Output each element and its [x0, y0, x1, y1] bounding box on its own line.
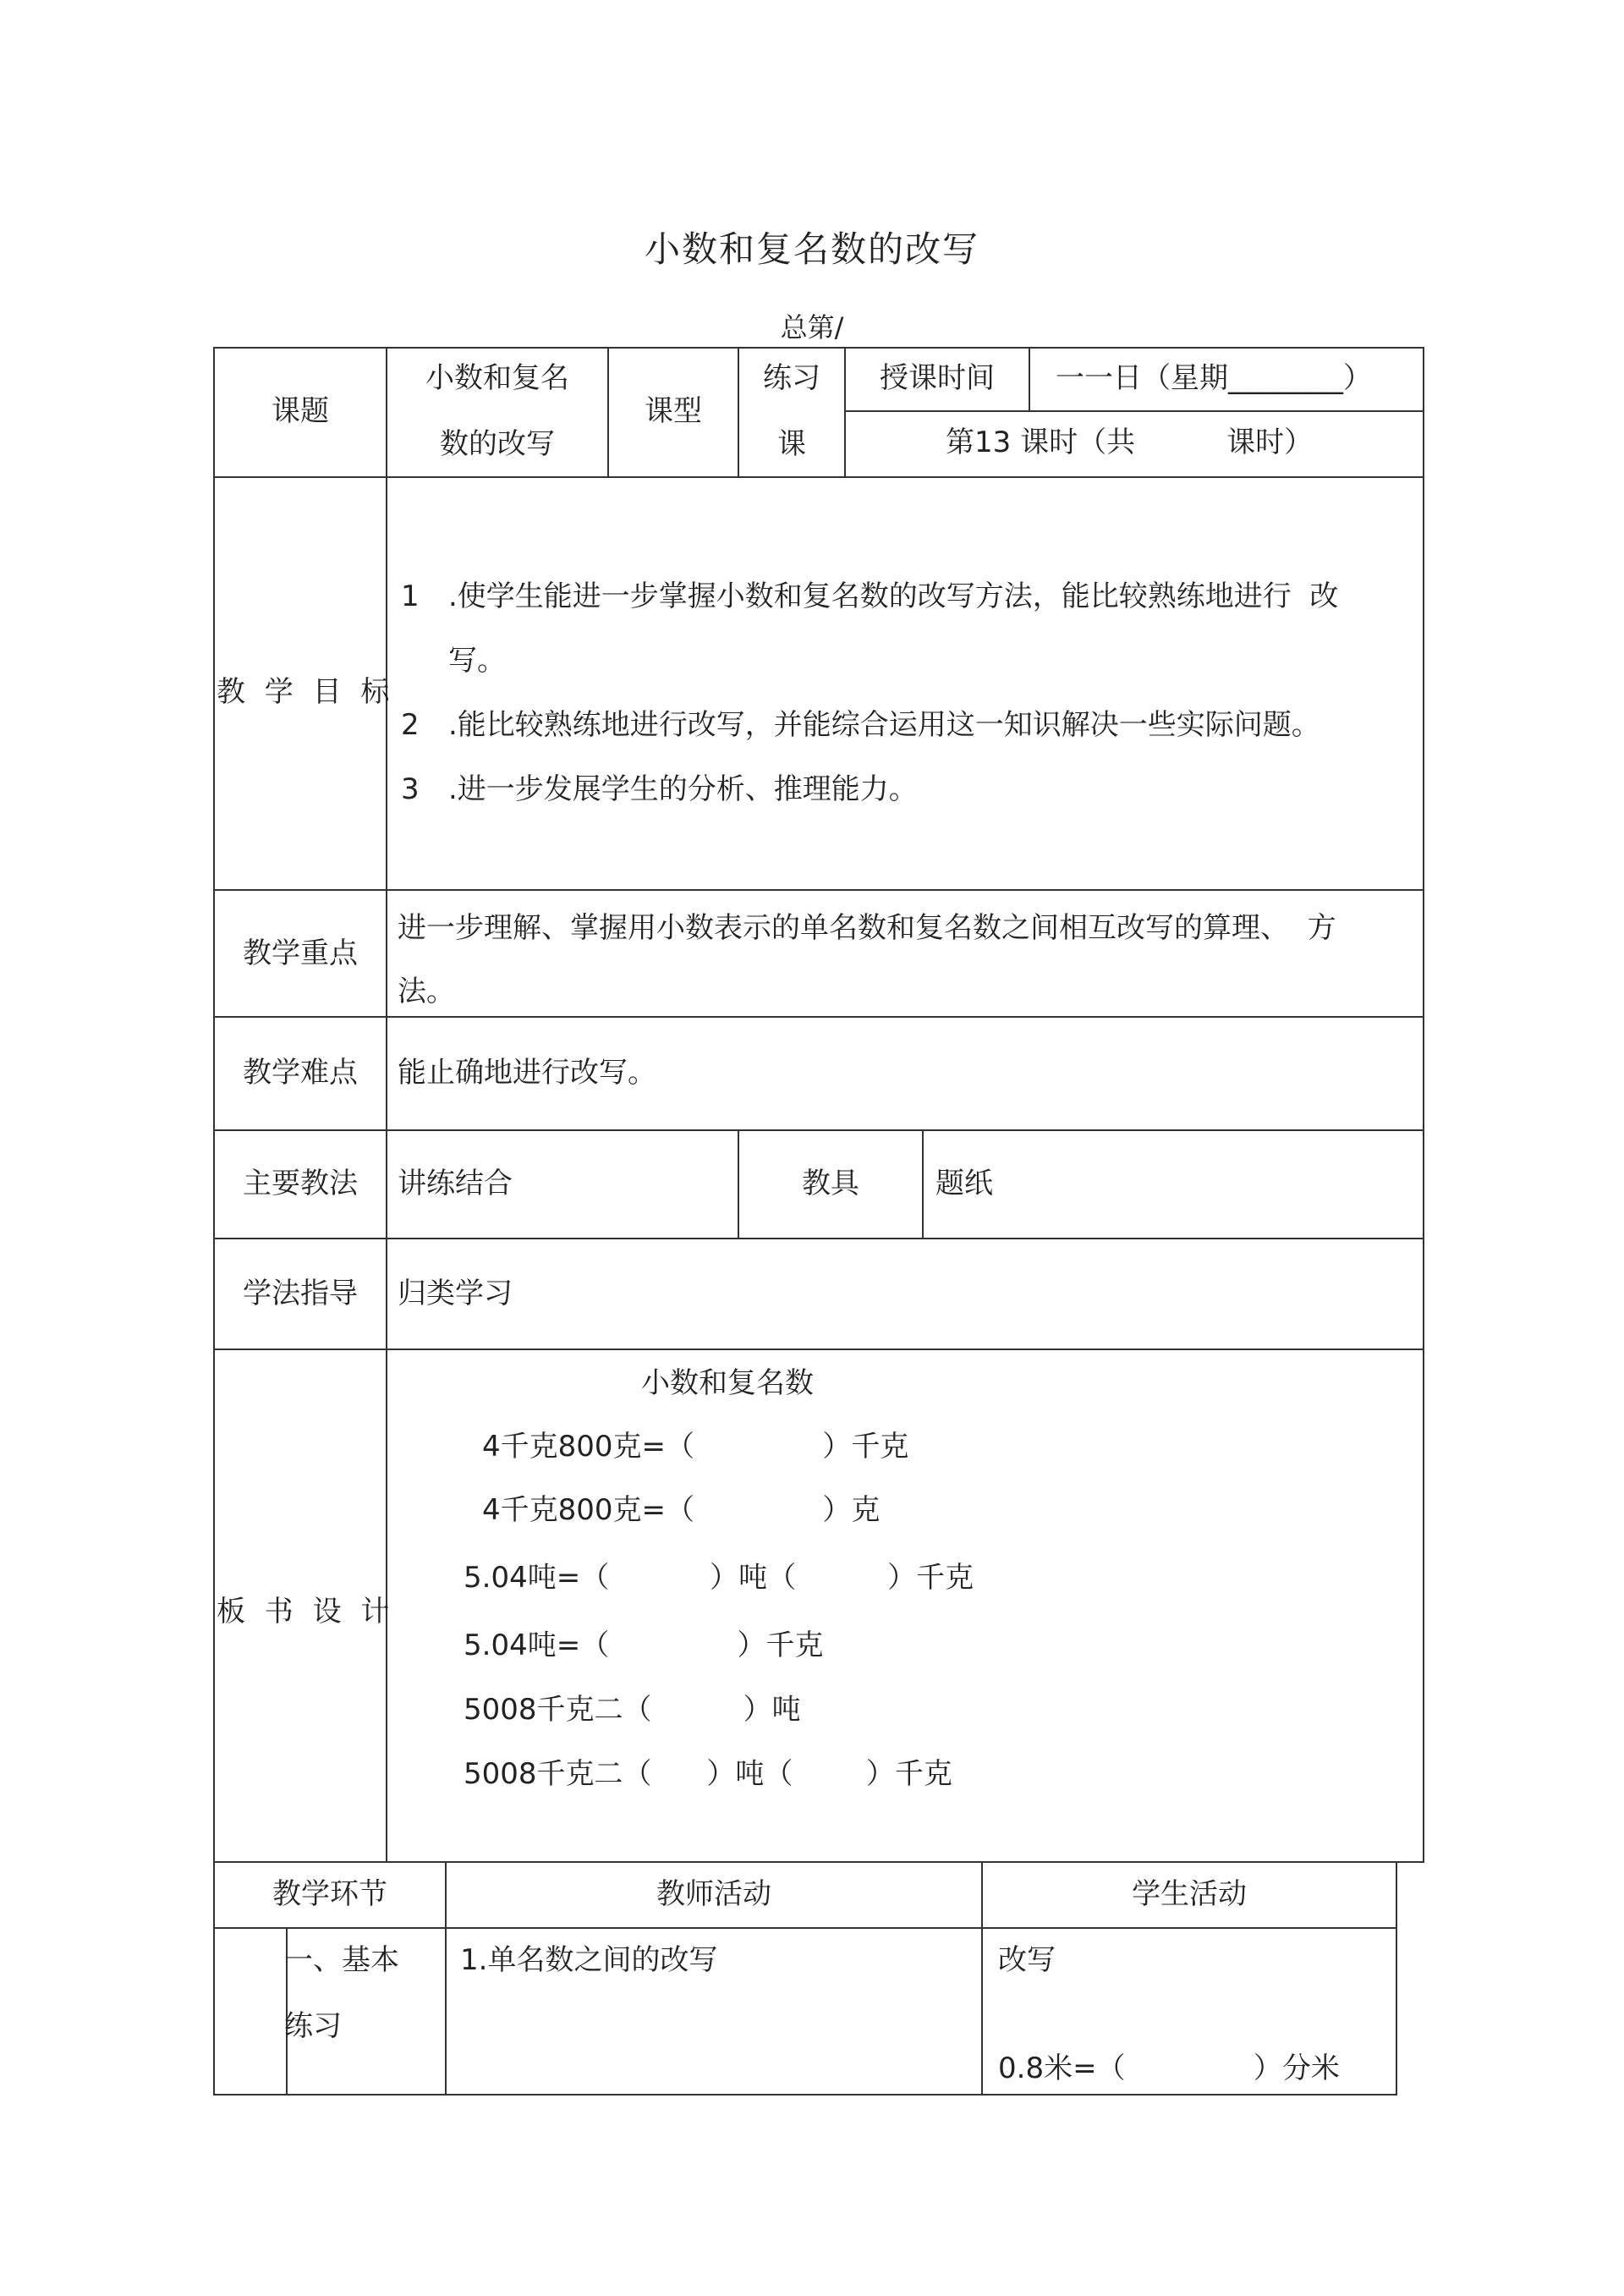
topic-value-line2: 数的改写 — [440, 427, 555, 461]
activities-header-student: 学生活动 — [1132, 1877, 1247, 1911]
key-points-label: 教学重点 — [243, 937, 358, 970]
board-line: 5.04吨=（ ）吨（ ）千克 — [464, 1561, 974, 1595]
type-label: 课型 — [645, 394, 702, 428]
period-field: 第13 课时（共 课时） — [946, 426, 1314, 459]
board-line: 5008千克二（ ）吨（ ）千克 — [464, 1757, 952, 1791]
teacher-activity: 1.单名数之间的改写 — [460, 1943, 718, 1977]
difficulty-label: 教学难点 — [243, 1056, 358, 1090]
key-points-text-cont: 法。 — [398, 975, 455, 1008]
objectives-label: 教 学 目 标 — [217, 675, 395, 709]
student-activity-exercise: 0.8米=（ ）分米 — [998, 2052, 1340, 2085]
topic-value-line1: 小数和复名 — [425, 361, 569, 395]
objective-num: 2 — [401, 708, 420, 742]
type-value-line2: 课 — [777, 427, 806, 461]
objective-text: .进一步发展学生的分析、推理能力。 — [448, 772, 918, 806]
objective-text-cont: 写。 — [448, 644, 506, 678]
objective-text: .能比较熟练地进行改写，并能综合运用这一知识解决一些实际问题。 — [448, 708, 1320, 742]
board-line: 5.04吨=（ ）千克 — [464, 1629, 824, 1662]
board-line: 4千克800克=（ ）克 — [482, 1493, 881, 1527]
date-field: 一一日（星期________） — [1056, 361, 1372, 395]
study-guide-value: 归类学习 — [398, 1277, 513, 1310]
type-value-line1: 练习 — [763, 361, 820, 395]
page-title: 小数和复名数的改写 — [644, 228, 979, 270]
objective-num: 1 — [401, 579, 420, 613]
topic-label: 课题 — [272, 394, 329, 428]
activities-header-teacher: 教师活动 — [656, 1877, 771, 1911]
activities-header-stage: 教学环节 — [272, 1877, 387, 1911]
objective-num: 3 — [401, 772, 420, 806]
objective-text: .使学生能进一步掌握小数和复名数的改写方法，能比较熟练地进行 改 — [448, 579, 1339, 613]
time-label: 授课时间 — [880, 361, 995, 395]
board-label: 板 书 设 计 — [217, 1595, 395, 1629]
section-title-cont: 练习 — [284, 2009, 342, 2043]
tools-label: 教具 — [802, 1167, 859, 1200]
board-heading: 小数和复名数 — [641, 1366, 814, 1400]
difficulty-text: 能止确地进行改写。 — [398, 1056, 656, 1090]
key-points-text: 进一步理解、掌握用小数表示的单名数和复名数之间相互改写的算理、 方 — [398, 911, 1336, 945]
board-line: 4千克800克=（ ）千克 — [482, 1430, 909, 1464]
student-activity: 改写 — [998, 1943, 1056, 1977]
tools-value: 题纸 — [935, 1167, 993, 1200]
study-guide-label: 学法指导 — [243, 1277, 358, 1310]
total-lesson-label: 总第/ — [780, 311, 844, 343]
method-value: 讲练结合 — [398, 1167, 513, 1200]
section-title: 一、基本 — [284, 1943, 399, 1977]
board-line: 5008千克二（ ）吨 — [464, 1693, 801, 1727]
method-label: 主要教法 — [243, 1167, 358, 1200]
